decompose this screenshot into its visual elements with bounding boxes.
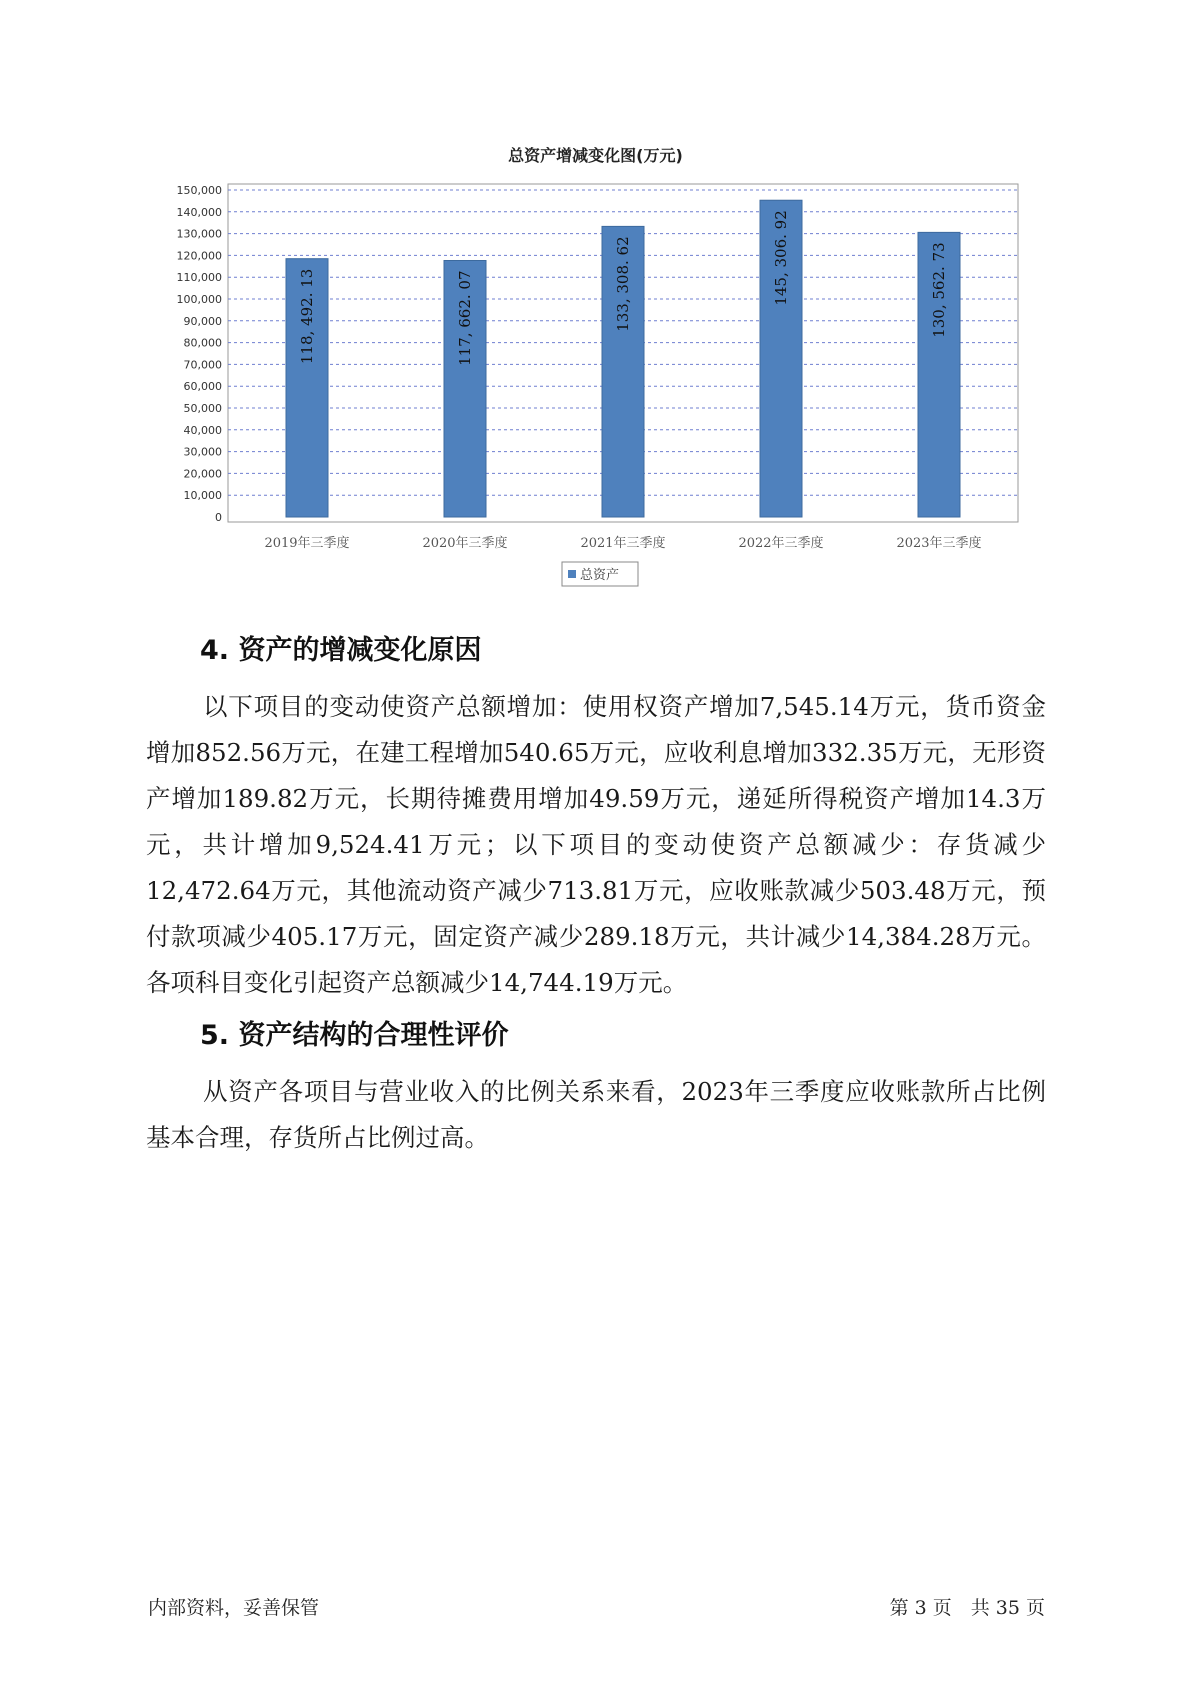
y-tick-label: 10,000: [183, 489, 222, 503]
footer-page-number: 第 3 页 共 35 页: [889, 1597, 1045, 1619]
y-tick-label: 120,000: [176, 249, 222, 263]
y-tick-label: 30,000: [183, 445, 222, 459]
y-tick-label: 150,000: [176, 184, 222, 197]
legend-swatch: [568, 570, 576, 578]
x-tick-label: 2023年三季度: [896, 536, 982, 551]
x-tick-label: 2019年三季度: [264, 536, 350, 551]
y-tick-label: 100,000: [176, 293, 222, 306]
y-tick-label: 70,000: [183, 358, 222, 372]
legend-label: 总资产: [580, 568, 620, 583]
section-5-paragraph: 从资产各项目与营业收入的比例关系来看，2023年三季度应收账款所占比例基本合理，存货所占比例过高。: [146, 1077, 1046, 1152]
bar-value-label: 118, 492. 13: [298, 268, 316, 365]
y-tick-label: 80,000: [183, 336, 222, 350]
y-tick-label: 90,000: [183, 314, 222, 328]
x-tick-label: 2022年三季度: [738, 536, 824, 551]
bar-value-label: 145, 306. 92: [772, 210, 790, 306]
x-tick-label: 2020年三季度: [422, 536, 508, 551]
section-5-heading: 5. 资产结构的合理性评价: [200, 1020, 509, 1051]
y-tick-label: 130,000: [176, 227, 222, 241]
y-tick-label: 50,000: [183, 402, 222, 415]
y-tick-label: 0: [215, 511, 222, 524]
y-tick-label: 20,000: [183, 467, 222, 481]
bar-value-label: 117, 662. 07: [456, 270, 474, 366]
chart-title: 总资产增减变化图(万元): [508, 146, 683, 165]
y-tick-label: 110,000: [176, 271, 222, 285]
y-tick-label: 140,000: [176, 205, 222, 219]
y-tick-label: 40,000: [183, 423, 222, 437]
section-4-heading: 4. 资产的增减变化原因: [200, 635, 482, 666]
bar-value-label: 130, 562. 73: [930, 242, 948, 338]
bar-value-label: 133, 308. 62: [614, 236, 632, 332]
x-tick-label: 2021年三季度: [580, 536, 666, 551]
total-assets-bar-chart: [0, 0, 1191, 600]
y-tick-label: 60,000: [183, 380, 222, 394]
section-4-paragraph: 以下项目的变动使资产总额增加：使用权资产增加7,545.14万元，货币资金增加852.56万元，在建工程增加540.65万元，应收利息增加332.35万元，无形资产增加189.82万元，长期待摊费用增加49.59万元，递延所得税资产增加14.3万元，共计增加9,524.41万元；以下项目的变动使资产总额减少：存货减少12,472.64万元，其他流动资产减少713.81万元，应收账款减少503.48万元，预付款项减少405.17万元，固定资产减少289.18万元，共计减少14,384.28万元。各项科目变化引起资产总额减少14,744.19万元。: [146, 692, 1046, 997]
footer-confidential-note: 内部资料，妥善保管: [148, 1597, 320, 1619]
